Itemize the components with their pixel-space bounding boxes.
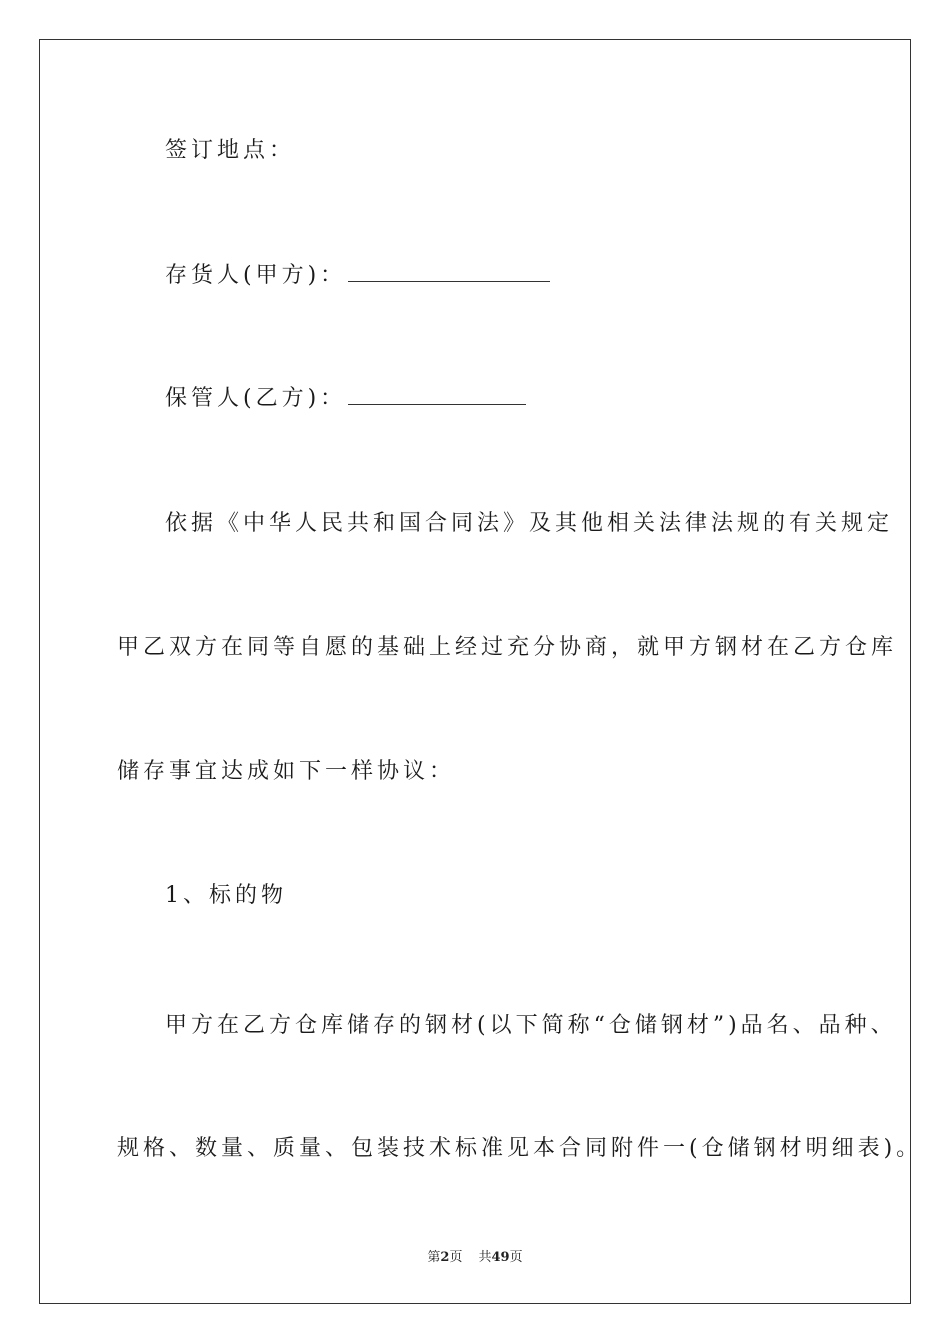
total-suffix: 页	[509, 1250, 523, 1265]
paragraph-negotiation: 甲乙双方在同等自愿的基础上经过充分协商，就甲方钢材在乙方仓库	[117, 635, 898, 660]
current-page-number: 2	[440, 1250, 450, 1265]
signing-place-label: 签订地点：	[165, 138, 296, 163]
paragraph-subject-matter: 甲方在乙方仓库储存的钢材(以下简称“仓储钢材”)品名、品种、	[165, 1013, 897, 1038]
party-a-label: 存货人(甲方)：	[165, 263, 347, 288]
party-b-line	[165, 384, 526, 414]
party-b-blank-field[interactable]	[348, 384, 526, 405]
total-prefix: 共	[478, 1250, 492, 1265]
page-prefix: 第	[427, 1250, 441, 1265]
signing-place-line	[165, 136, 295, 166]
paragraph-legal-basis: 依据《中华人民共和国合同法》及其他相关法律法规的有关规定	[165, 511, 894, 536]
page-number-footer	[0, 1249, 950, 1267]
page-border	[39, 39, 911, 1304]
total-page-count: 49	[491, 1250, 510, 1265]
paragraph-specifications: 规格、数量、质量、包装技术标准见本合同附件一(仓储钢材明细表)。	[117, 1136, 923, 1161]
party-b-label: 保管人(乙方)：	[165, 386, 347, 411]
paragraph-agreement: 储存事宜达成如下一样协议：	[117, 759, 456, 784]
party-a-blank-field[interactable]	[348, 261, 550, 282]
party-a-line	[165, 261, 550, 291]
section-heading-subject-matter: 1、标的物	[165, 883, 287, 908]
page-suffix: 页	[449, 1250, 463, 1265]
